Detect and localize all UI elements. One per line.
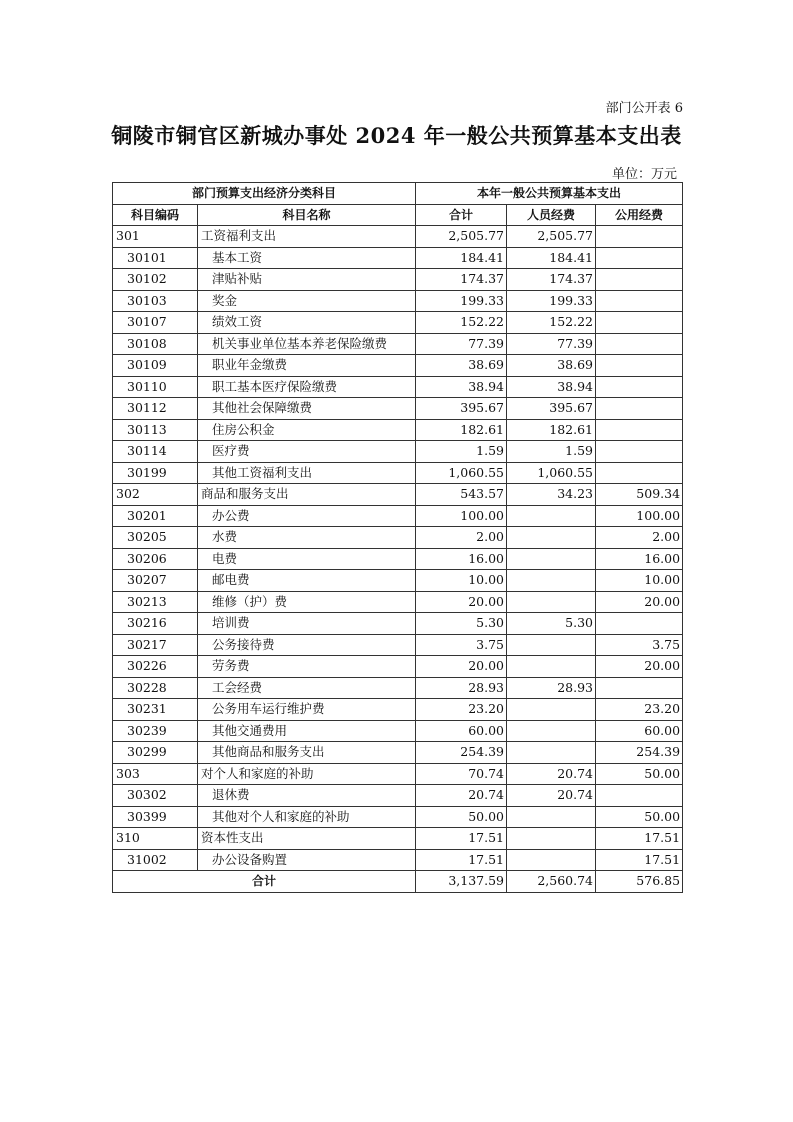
table-row [113, 441, 683, 463]
row-total-cell: 2,505.77 [416, 226, 507, 248]
row-public-cell [596, 312, 683, 334]
row-code-cell: 30102 [113, 269, 198, 291]
table-row [113, 462, 683, 484]
row-personnel-cell: 34.23 [507, 484, 596, 506]
row-code-cell: 30112 [113, 398, 198, 420]
row-total-cell: 1.59 [416, 441, 507, 463]
row-total-cell: 100.00 [416, 505, 507, 527]
row-public-cell: 16.00 [596, 548, 683, 570]
group-header-expenditure: 本年一般公共预算基本支出 [416, 183, 683, 205]
row-personnel-cell: 20.74 [507, 785, 596, 807]
row-code-cell: 310 [113, 828, 198, 850]
row-personnel-cell: 77.39 [507, 333, 596, 355]
row-code-cell: 301 [113, 226, 198, 248]
row-name-cell: 其他对个人和家庭的补助 [198, 806, 416, 828]
row-public-cell: 17.51 [596, 849, 683, 871]
table-row [113, 226, 683, 248]
row-public-cell [596, 355, 683, 377]
row-name-cell: 其他工资福利支出 [198, 462, 416, 484]
row-personnel-cell: 38.94 [507, 376, 596, 398]
row-personnel-cell: 395.67 [507, 398, 596, 420]
table-row [113, 505, 683, 527]
row-total-cell: 70.74 [416, 763, 507, 785]
row-name-cell: 津贴补贴 [198, 269, 416, 291]
column-header-code: 科目编码 [113, 204, 198, 226]
row-total-cell: 20.00 [416, 591, 507, 613]
row-name-cell: 职工基本医疗保险缴费 [198, 376, 416, 398]
row-code-cell: 30201 [113, 505, 198, 527]
row-public-cell: 10.00 [596, 570, 683, 592]
budget-table [112, 182, 683, 893]
row-name-cell: 资本性支出 [198, 828, 416, 850]
row-total-cell: 10.00 [416, 570, 507, 592]
row-name-cell: 奖金 [198, 290, 416, 312]
table-row [113, 591, 683, 613]
row-name-cell: 培训费 [198, 613, 416, 635]
row-name-cell: 商品和服务支出 [198, 484, 416, 506]
row-name-cell: 其他社会保障缴费 [198, 398, 416, 420]
row-name-cell: 退休费 [198, 785, 416, 807]
column-header-total: 合计 [416, 204, 507, 226]
row-name-cell: 住房公积金 [198, 419, 416, 441]
row-name-cell: 邮电费 [198, 570, 416, 592]
row-code-cell: 30302 [113, 785, 198, 807]
row-total-cell: 1,060.55 [416, 462, 507, 484]
row-total-cell: 28.93 [416, 677, 507, 699]
table-row [113, 290, 683, 312]
row-public-cell: 20.00 [596, 591, 683, 613]
row-total-cell: 38.94 [416, 376, 507, 398]
row-personnel-cell [507, 656, 596, 678]
table-row [113, 398, 683, 420]
row-public-cell [596, 785, 683, 807]
row-public-cell: 509.34 [596, 484, 683, 506]
table-row [113, 763, 683, 785]
row-name-cell: 工资福利支出 [198, 226, 416, 248]
row-public-cell: 20.00 [596, 656, 683, 678]
row-name-cell: 绩效工资 [198, 312, 416, 334]
row-personnel-cell: 152.22 [507, 312, 596, 334]
column-header-personnel: 人员经费 [507, 204, 596, 226]
row-code-cell: 30231 [113, 699, 198, 721]
table-row [113, 355, 683, 377]
row-public-cell: 50.00 [596, 806, 683, 828]
column-header-row [113, 204, 683, 226]
row-code-cell: 30108 [113, 333, 198, 355]
row-name-cell: 公务用车运行维护费 [198, 699, 416, 721]
table-row [113, 656, 683, 678]
row-public-cell [596, 441, 683, 463]
table-row [113, 247, 683, 269]
row-name-cell: 医疗费 [198, 441, 416, 463]
row-code-cell: 30207 [113, 570, 198, 592]
row-public-cell [596, 419, 683, 441]
row-total-cell: 254.39 [416, 742, 507, 764]
row-public-cell [596, 398, 683, 420]
group-header-row [113, 183, 683, 205]
row-code-cell: 30399 [113, 806, 198, 828]
row-name-cell: 其他交通费用 [198, 720, 416, 742]
row-personnel-cell: 28.93 [507, 677, 596, 699]
row-personnel-cell [507, 742, 596, 764]
row-personnel-cell: 184.41 [507, 247, 596, 269]
row-code-cell: 31002 [113, 849, 198, 871]
row-total-cell: 50.00 [416, 806, 507, 828]
row-code-cell: 30228 [113, 677, 198, 699]
row-personnel-cell [507, 548, 596, 570]
row-personnel-cell [507, 720, 596, 742]
row-public-cell [596, 247, 683, 269]
row-total-cell: 23.20 [416, 699, 507, 721]
row-public-cell: 23.20 [596, 699, 683, 721]
row-code-cell: 30239 [113, 720, 198, 742]
row-name-cell: 办公费 [198, 505, 416, 527]
row-public-cell [596, 269, 683, 291]
row-personnel-cell: 20.74 [507, 763, 596, 785]
row-total-cell: 38.69 [416, 355, 507, 377]
row-personnel-cell: 174.37 [507, 269, 596, 291]
row-public-cell: 254.39 [596, 742, 683, 764]
total-row-personnel: 2,560.74 [507, 871, 596, 893]
column-header-name: 科目名称 [198, 204, 416, 226]
row-code-cell: 30213 [113, 591, 198, 613]
row-code-cell: 30107 [113, 312, 198, 334]
table-body [113, 226, 683, 871]
row-personnel-cell [507, 591, 596, 613]
row-name-cell: 基本工资 [198, 247, 416, 269]
table-row [113, 677, 683, 699]
row-public-cell: 2.00 [596, 527, 683, 549]
row-public-cell [596, 226, 683, 248]
row-code-cell: 30103 [113, 290, 198, 312]
row-code-cell: 30113 [113, 419, 198, 441]
row-public-cell: 100.00 [596, 505, 683, 527]
row-public-cell [596, 333, 683, 355]
row-code-cell: 30110 [113, 376, 198, 398]
total-row-total: 3,137.59 [416, 871, 507, 893]
row-code-cell: 302 [113, 484, 198, 506]
row-total-cell: 77.39 [416, 333, 507, 355]
group-header-classification: 部门预算支出经济分类科目 [113, 183, 416, 205]
row-public-cell: 3.75 [596, 634, 683, 656]
row-name-cell: 劳务费 [198, 656, 416, 678]
table-row [113, 570, 683, 592]
row-personnel-cell [507, 849, 596, 871]
row-name-cell: 办公设备购置 [198, 849, 416, 871]
row-name-cell: 公务接待费 [198, 634, 416, 656]
row-public-cell: 60.00 [596, 720, 683, 742]
row-name-cell: 电费 [198, 548, 416, 570]
row-total-cell: 395.67 [416, 398, 507, 420]
table-row [113, 742, 683, 764]
row-personnel-cell [507, 828, 596, 850]
row-personnel-cell [507, 570, 596, 592]
row-personnel-cell: 199.33 [507, 290, 596, 312]
table-row [113, 785, 683, 807]
page-title: 铜陵市铜官区新城办事处 2024 年一般公共预算基本支出表 [111, 123, 682, 148]
row-personnel-cell: 1,060.55 [507, 462, 596, 484]
row-public-cell [596, 290, 683, 312]
row-public-cell [596, 677, 683, 699]
row-total-cell: 199.33 [416, 290, 507, 312]
row-total-cell: 20.00 [416, 656, 507, 678]
table-row [113, 419, 683, 441]
row-code-cell: 30206 [113, 548, 198, 570]
column-header-public: 公用经费 [596, 204, 683, 226]
row-total-cell: 184.41 [416, 247, 507, 269]
row-public-cell [596, 462, 683, 484]
row-personnel-cell [507, 806, 596, 828]
row-total-cell: 174.37 [416, 269, 507, 291]
table-row [113, 312, 683, 334]
row-total-cell: 17.51 [416, 849, 507, 871]
row-public-cell [596, 613, 683, 635]
total-row-public: 576.85 [596, 871, 683, 893]
row-code-cell: 303 [113, 763, 198, 785]
row-public-cell: 17.51 [596, 828, 683, 850]
row-name-cell: 水费 [198, 527, 416, 549]
table-row [113, 634, 683, 656]
row-total-cell: 20.74 [416, 785, 507, 807]
table-row [113, 269, 683, 291]
row-name-cell: 职业年金缴费 [198, 355, 416, 377]
row-code-cell: 30101 [113, 247, 198, 269]
row-total-cell: 3.75 [416, 634, 507, 656]
unit-label: 单位：万元 [611, 167, 677, 182]
table-row [113, 720, 683, 742]
table-reference-number: 部门公开表 6 [605, 101, 683, 116]
row-code-cell: 30299 [113, 742, 198, 764]
row-name-cell: 对个人和家庭的补助 [198, 763, 416, 785]
total-row-label: 合计 [113, 871, 416, 893]
row-total-cell: 2.00 [416, 527, 507, 549]
row-name-cell: 工会经费 [198, 677, 416, 699]
row-code-cell: 30226 [113, 656, 198, 678]
row-personnel-cell: 38.69 [507, 355, 596, 377]
row-total-cell: 5.30 [416, 613, 507, 635]
table-row [113, 806, 683, 828]
row-personnel-cell: 182.61 [507, 419, 596, 441]
row-personnel-cell [507, 634, 596, 656]
total-row [113, 871, 683, 893]
row-personnel-cell: 2,505.77 [507, 226, 596, 248]
table-row [113, 849, 683, 871]
row-code-cell: 30217 [113, 634, 198, 656]
row-code-cell: 30114 [113, 441, 198, 463]
row-total-cell: 152.22 [416, 312, 507, 334]
row-personnel-cell [507, 527, 596, 549]
row-total-cell: 16.00 [416, 548, 507, 570]
table-row [113, 699, 683, 721]
row-personnel-cell [507, 699, 596, 721]
row-personnel-cell [507, 505, 596, 527]
row-code-cell: 30199 [113, 462, 198, 484]
row-code-cell: 30109 [113, 355, 198, 377]
row-name-cell: 维修（护）费 [198, 591, 416, 613]
table-row [113, 548, 683, 570]
table-row [113, 333, 683, 355]
table-row [113, 527, 683, 549]
row-personnel-cell: 1.59 [507, 441, 596, 463]
row-total-cell: 182.61 [416, 419, 507, 441]
row-code-cell: 30205 [113, 527, 198, 549]
row-name-cell: 机关事业单位基本养老保险缴费 [198, 333, 416, 355]
row-personnel-cell: 5.30 [507, 613, 596, 635]
row-name-cell: 其他商品和服务支出 [198, 742, 416, 764]
row-total-cell: 60.00 [416, 720, 507, 742]
row-code-cell: 30216 [113, 613, 198, 635]
table-row [113, 484, 683, 506]
table-row [113, 613, 683, 635]
row-public-cell [596, 376, 683, 398]
row-total-cell: 543.57 [416, 484, 507, 506]
table-row [113, 376, 683, 398]
row-public-cell: 50.00 [596, 763, 683, 785]
table-row [113, 828, 683, 850]
row-total-cell: 17.51 [416, 828, 507, 850]
